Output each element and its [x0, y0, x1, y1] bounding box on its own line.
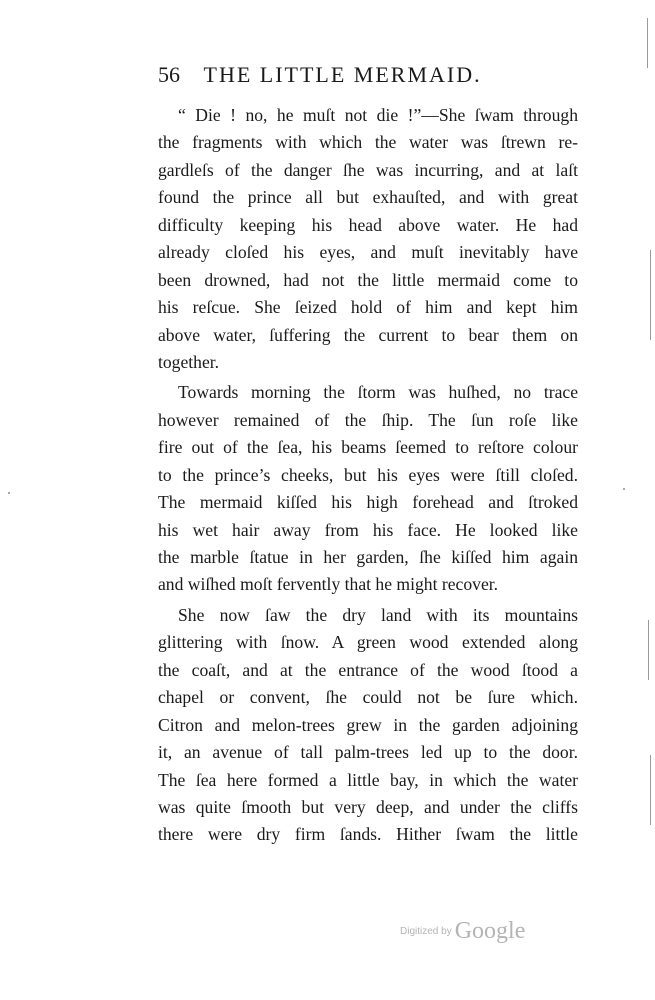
text-line: the fragments with which the water was ſtrewn re- [158, 132, 578, 153]
scan-speck [8, 492, 10, 494]
watermark-prefix: Digitized by [400, 926, 452, 937]
text-line: however remained of the ſhip. The ſun roſe like [158, 409, 578, 430]
text-line: together. [158, 351, 220, 372]
scan-edge-mark [650, 755, 651, 825]
google-wordmark: Google [454, 918, 526, 944]
text-line: glittering with ſnow. A green wood extended along [158, 632, 578, 653]
page-number: 56 [158, 62, 180, 87]
text-line: difficulty keeping his head above water. He had [158, 214, 578, 235]
text-line: his wet hair away from his face. He looked like [158, 519, 578, 540]
text-line: been drowned, had not the little mermaid come to [158, 269, 578, 290]
text-line: Towards morning the ſtorm was huſhed, no trace [178, 382, 578, 403]
text-line: Citron and melon-trees grew in the garden adjoining [158, 714, 578, 735]
scan-speck [623, 488, 625, 490]
text-line: above water, ſuffering the current to bear them on [158, 324, 578, 345]
text-line: already cloſed his eyes, and muſt inevitably have [158, 242, 578, 263]
text-line: “ Die ! no, he muſt not die !”—She ſwam through [178, 105, 578, 125]
text-line: gardleſs of the danger ſhe was incurring, and at laſt [158, 159, 578, 180]
text-line: The mermaid kiſſed his high forehead and ſtroked [158, 492, 578, 513]
text-line: there were dry firm ſands. Hither ſwam the little [158, 824, 578, 845]
text-line: She now ſaw the dry land with its mountains [178, 604, 578, 625]
text-line: chapel or convent, ſhe could not be ſure which. [158, 687, 578, 708]
scan-edge-mark [647, 18, 648, 68]
text-line: was quite ſmooth but very deep, and under the cliffs [158, 796, 578, 817]
book-title: THE LITTLE MERMAID. [203, 62, 482, 87]
body-text [158, 102, 578, 849]
scan-edge-mark [650, 250, 651, 340]
text-line: the coaſt, and at the entrance of the wood ſtood a [158, 659, 578, 680]
running-head [158, 62, 578, 92]
scan-edge-mark [648, 620, 649, 680]
text-line: fire out of the ſea, his beams ſeemed to reſtore colour [158, 437, 578, 458]
text-line: it, an avenue of tall palm-trees led up to the door. [158, 742, 578, 763]
text-line: found the prince all but exhauſted, and with great [158, 187, 578, 208]
text-line: The ſea here formed a little bay, in which the water [158, 769, 578, 790]
digitized-by-google-watermark [400, 918, 560, 958]
text-line: his reſcue. She ſeized hold of him and kept him [158, 297, 578, 318]
text-line: to the prince’s cheeks, but his eyes were ſtill cloſed. [158, 464, 578, 485]
text-line: and wiſhed moſt fervently that he might recover. [158, 574, 499, 595]
text-line: the marble ſtatue in her garden, ſhe kiſſed him again [158, 547, 578, 567]
